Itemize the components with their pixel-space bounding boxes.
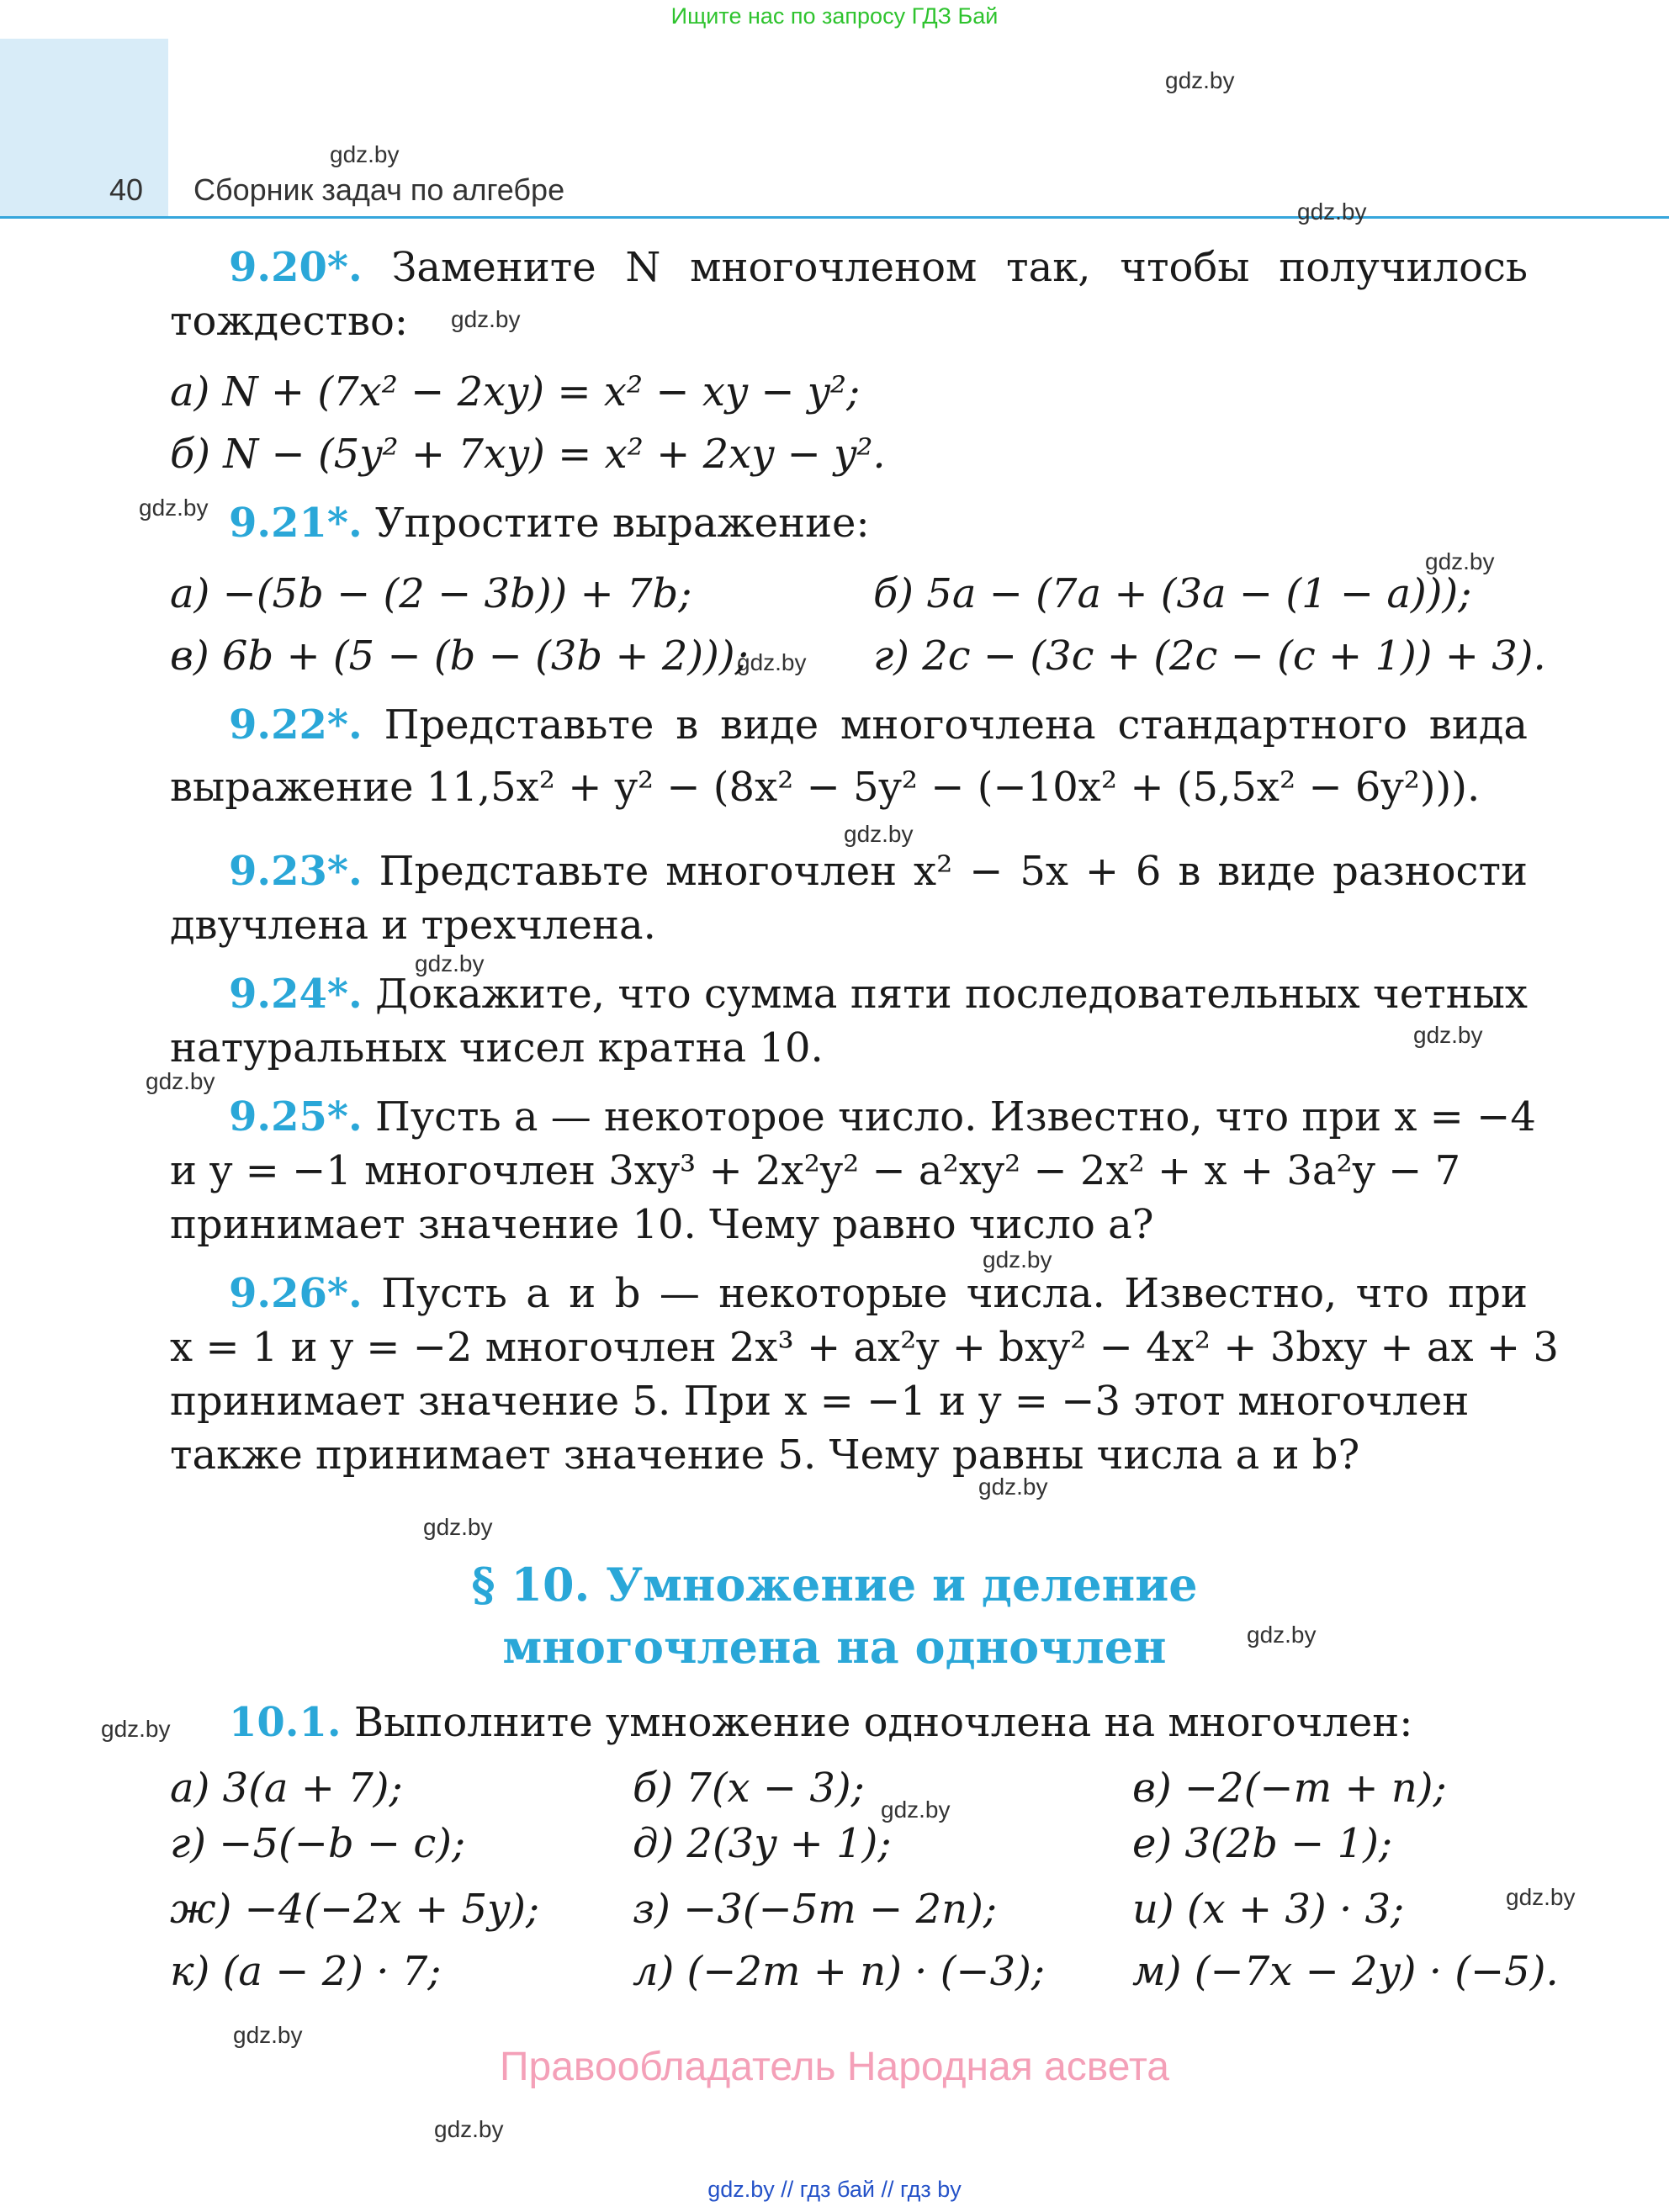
problem-number: 9.25*. <box>229 1093 363 1140</box>
item: ж) −4(−2x + 5y); <box>170 1886 540 1933</box>
problem-text: Докажите, что сумма пяти последовательных четных <box>375 971 1528 1018</box>
watermark: gdz.by <box>1247 1622 1317 1648</box>
problem-10-1-row4 <box>170 1946 1559 1997</box>
problem-number: 9.24*. <box>229 971 363 1018</box>
item: к) (a − 2) · 7; <box>170 1948 442 1995</box>
problem-10-1-row3 <box>170 1884 1528 1934</box>
item-d: г) 2c − (3c + (2c − (c + 1)) + 3). <box>873 632 1546 680</box>
problem-number: 9.21*. <box>229 500 363 547</box>
bottom-links[interactable]: gdz.by // гдз бай // гдз by <box>707 2177 962 2202</box>
item: и) (x + 3) · 3; <box>1132 1886 1405 1933</box>
problem-text: Пусть a и b — некоторые числа. Известно, что при <box>381 1270 1529 1317</box>
problem-9-24-line2: натуральных чисел кратна 10. <box>170 1024 824 1072</box>
watermark: gdz.by <box>978 1474 1048 1500</box>
watermark: gdz.by <box>1165 67 1235 93</box>
item: а) 3(a + 7); <box>170 1765 403 1812</box>
watermark: gdz.by <box>1413 1022 1483 1048</box>
problem-9-26-line2: x = 1 и y = −2 многочлен 2x³ + ax²y + bxy² − 4x² + 3bxy + ax + 3 <box>170 1324 1559 1371</box>
problem-10-1-row1 <box>170 1763 1528 1813</box>
problem-text: Представьте многочлен x² − 5x + 6 в виде разности <box>379 848 1528 895</box>
watermark: gdz.by <box>415 950 485 976</box>
problem-9-23-line2: двучлена и трехчлена. <box>170 902 656 949</box>
problem-9-25-line2: и y = −1 многочлен 3xy³ + 2x²y² − a²xy² − 2x² + x + 3a²y − 7 <box>170 1147 1461 1194</box>
watermark: gdz.by <box>146 1068 215 1094</box>
problem-9-21-line1 <box>170 498 1528 548</box>
problem-9-22-line2: выражение 11,5x² + y² − (8x² − 5y² − (−10x² + (5,5x² − 6y²))). <box>170 764 1481 811</box>
item-b: б) 5a − (7a + (3a − (1 − a))); <box>873 570 1472 617</box>
item: л) (−2m + n) · (−3); <box>633 1948 1046 1995</box>
problem-text: Выполните умножение одночлена на многочлен: <box>353 1699 1413 1746</box>
problem-9-26-line1 <box>170 1268 1528 1319</box>
problem-9-20-line1 <box>170 242 1528 293</box>
problem-9-22-line1 <box>170 700 1528 750</box>
watermark: gdz.by <box>434 2116 504 2142</box>
problem-number: 9.20*. <box>229 244 363 291</box>
problem-text: Представьте в виде многочлена стандартного вида <box>384 701 1528 749</box>
item: з) −3(−5m − 2n); <box>633 1886 998 1933</box>
section-heading-line1: § 10. Умножение и деление <box>471 1558 1198 1611</box>
watermark: gdz.by <box>233 2022 303 2048</box>
watermark: gdz.by <box>844 821 914 847</box>
watermark: gdz.by <box>451 306 521 332</box>
problem-number: 10.1. <box>229 1699 342 1746</box>
watermark: gdz.by <box>1425 548 1495 574</box>
problem-9-20-item-b: б) N − (5y² + 7xy) = x² + 2xy − y². <box>170 431 886 478</box>
problem-text: Упростите выражение: <box>374 500 870 547</box>
problem-9-20-line2: тождество: <box>170 298 409 345</box>
item: е) 3(2b − 1); <box>1132 1820 1393 1867</box>
item: б) 7(x − 3); <box>633 1765 865 1812</box>
page-number: 40 <box>109 172 144 207</box>
header-rule <box>0 216 1669 219</box>
problem-10-1-row2 <box>170 1818 1528 1869</box>
watermark: gdz.by <box>1297 198 1367 225</box>
problem-9-23-line1 <box>170 846 1528 897</box>
problem-number: 9.22*. <box>229 701 363 749</box>
problem-9-21-row1 <box>170 569 1528 619</box>
item: г) −5(−b − c); <box>170 1820 466 1867</box>
watermark: gdz.by <box>737 649 807 675</box>
problem-text: Пусть a — некоторое число. Известно, что при x = −4 <box>374 1093 1536 1140</box>
problem-9-21-row2 <box>170 631 1546 681</box>
problem-9-26-line4: также принимает значение 5. Чему равны числа a и b? <box>170 1431 1360 1479</box>
problem-9-25-line3: принимает значение 10. Чему равно число a? <box>170 1201 1154 1248</box>
watermark: gdz.by <box>881 1797 951 1823</box>
watermark: gdz.by <box>423 1514 493 1540</box>
problem-9-24-line1 <box>170 969 1528 1019</box>
problem-number: 9.23*. <box>229 848 363 895</box>
problem-number: 9.26*. <box>229 1270 363 1317</box>
problem-9-25-line1 <box>170 1092 1536 1142</box>
watermark: gdz.by <box>139 495 209 521</box>
running-title: Сборник задач по алгебре <box>193 172 565 207</box>
problem-9-20-item-a: а) N + (7x² − 2xy) = x² − xy − y²; <box>170 368 861 415</box>
top-banner: Ищите нас по запросу ГДЗ Бай <box>670 3 999 29</box>
section-heading-line2: многочлена на одночлен <box>502 1620 1167 1674</box>
problem-text: Замените N многочленом так, чтобы получилось <box>391 244 1528 291</box>
watermark: gdz.by <box>330 141 400 167</box>
item: д) 2(3y + 1); <box>633 1820 892 1867</box>
item-a: а) −(5b − (2 − 3b)) + 7b; <box>170 570 692 617</box>
item: м) (−7x − 2y) · (−5). <box>1132 1948 1559 1995</box>
item: в) −2(−m + n); <box>1132 1765 1447 1812</box>
item-c: в) 6b + (5 − (b − (3b + 2))); <box>170 632 749 680</box>
watermark: gdz.by <box>101 1716 171 1742</box>
watermark: gdz.by <box>983 1246 1052 1273</box>
problem-9-26-line3: принимает значение 5. При x = −1 и y = −3 этот многочлен <box>170 1378 1470 1425</box>
watermark: gdz.by <box>1506 1884 1576 1910</box>
problem-10-1-line1 <box>170 1697 1528 1748</box>
copyright-notice: Правообладатель Народная асвета <box>500 2045 1169 2089</box>
